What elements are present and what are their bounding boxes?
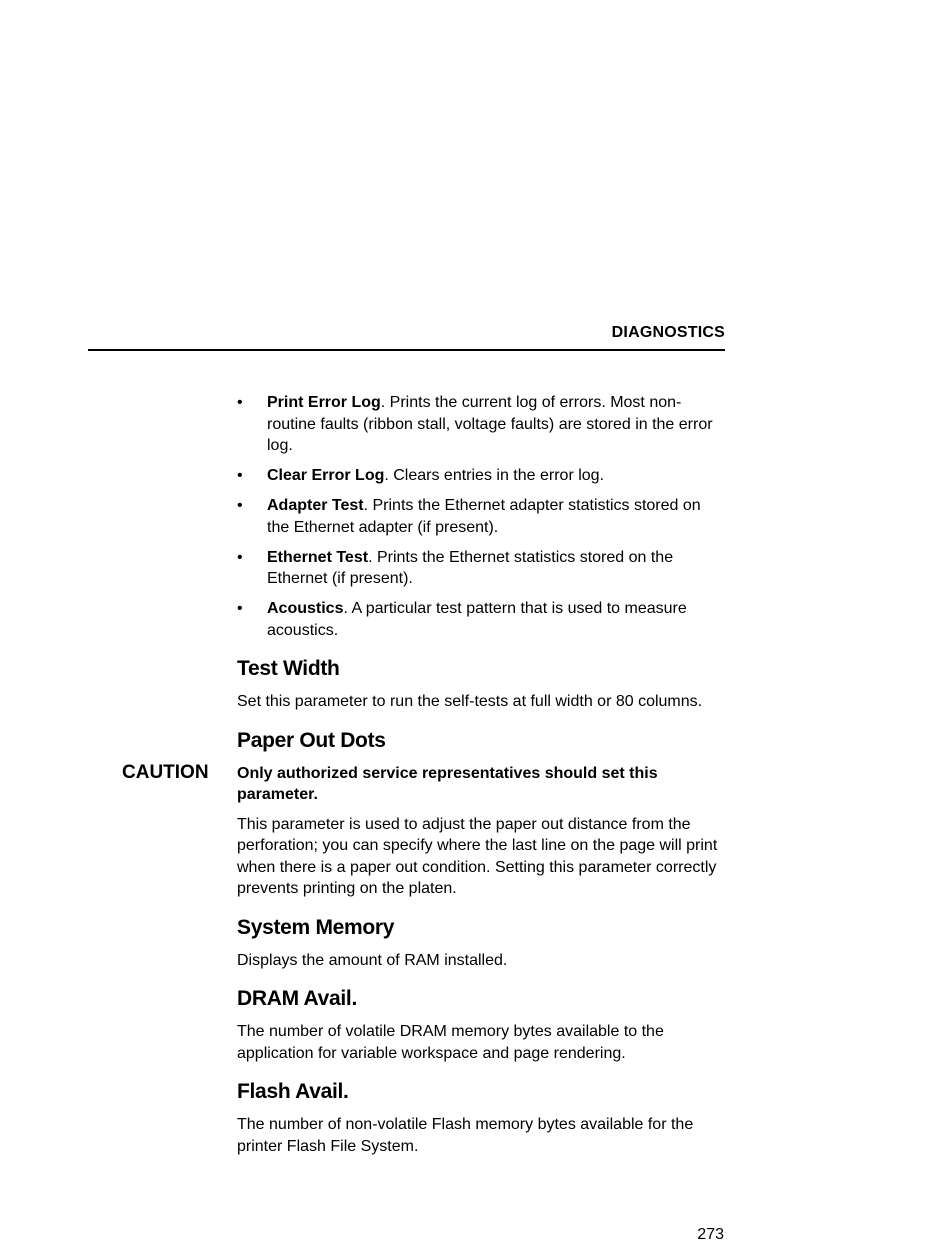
list-item-term: Adapter Test [267, 497, 364, 514]
bullet-icon: • [237, 548, 243, 566]
bullet-icon: • [237, 394, 243, 411]
list-item-text: . Prints the Ethernet adapter statistics stored on the Ethernet adapter (if present). [267, 497, 701, 536]
caution-text: Only authorized service representatives should set this parameter. [237, 764, 658, 803]
list-item-text: . A particular test pattern that is used to measure acoustics. [267, 600, 687, 639]
list-item-adapter-test [237, 495, 727, 538]
system-memory-description: Displays the amount of RAM installed. [237, 951, 508, 969]
bullet-icon: • [237, 497, 243, 514]
dram-avail-description: The number of volatile DRAM memory bytes available to the application for variable workspace and page rendering. [237, 1023, 664, 1062]
page-content [122, 392, 727, 1165]
heading-system-memory: System Memory [237, 915, 395, 939]
paper-out-dots-description: This parameter is used to adjust the paper out distance from the perforation; you can specify where the last line on the page will print when there is a paper out condition. Setting this parameter correctly prevents printing on the platen. [237, 815, 718, 897]
heading-dram-avail: DRAM Avail. [237, 987, 357, 1010]
flash-avail-description: The number of non-volatile Flash memory bytes available for the printer Flash File System. [237, 1116, 694, 1155]
caution-block [122, 761, 727, 806]
caution-label: CAUTION [122, 761, 209, 783]
list-item-ethernet-test [237, 547, 727, 590]
running-head: DIAGNOSTICS [611, 324, 725, 341]
list-item-print-error-log [237, 392, 727, 457]
list-item-text: . Prints the current log of errors. Most non-routine faults (ribbon stall, voltage faults) are stored in the error log. [267, 394, 713, 454]
heading-flash-avail: Flash Avail. [237, 1080, 349, 1103]
diagnostics-options-list [237, 392, 727, 641]
list-item-term: Clear Error Log [267, 467, 385, 484]
list-item-term: Acoustics [267, 600, 344, 617]
header-rule [88, 349, 725, 351]
bullet-icon: • [237, 467, 243, 484]
list-item-acoustics [237, 598, 727, 641]
list-item-clear-error-log [237, 465, 727, 487]
bullet-icon: • [237, 600, 243, 617]
list-item-text: . Clears entries in the error log. [384, 467, 605, 484]
list-item-text: . Prints the Ethernet statistics stored on the Ethernet (if present). [267, 548, 674, 587]
list-item-term: Print Error Log [267, 394, 381, 411]
page-number: 273 [697, 1226, 724, 1243]
heading-test-width: Test Width [237, 657, 340, 680]
list-item-term: Ethernet Test [267, 548, 369, 566]
heading-paper-out-dots: Paper Out Dots [237, 728, 386, 752]
test-width-description: Set this parameter to run the self-tests at full width or 80 columns. [237, 693, 703, 710]
